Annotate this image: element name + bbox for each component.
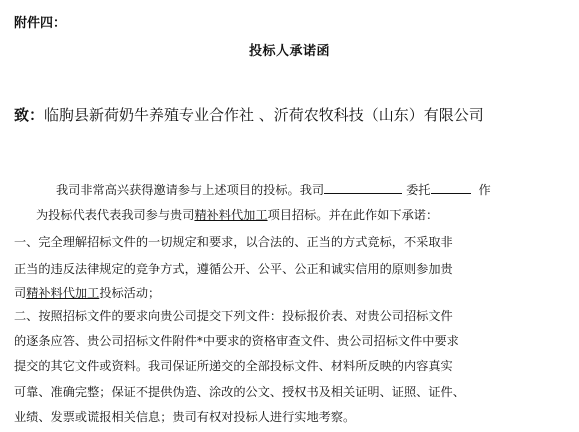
recipient-prefix: 致： xyxy=(14,106,45,124)
item2-line-3: 提交的其它文件或资料。我司保证所递交的全部投标文件、材料所反映的内容真实 xyxy=(14,359,453,373)
item1-line-2: 正当的违反法律规定的竞争方式，遵循公开、公平、公正和诚实信用的原则参加贵 xyxy=(14,262,453,276)
item1-line-1: 一、完全理解招标文件的一切规定和要求，以合法的、正当的方式竞标，不采取非 xyxy=(14,235,453,249)
project-name: 精补料代加工 xyxy=(194,208,268,222)
item2-line-4: 可靠、准确完整；保证不提供伪造、涂改的公文、授权书及相关证明、证照、证件、 xyxy=(14,385,465,399)
intro-text-2: 委托 xyxy=(406,183,431,197)
agent-blank xyxy=(324,180,402,194)
representative-blank xyxy=(431,180,471,194)
intro-line-1 xyxy=(56,180,491,198)
intro-text-1: 我司非常高兴获得邀请参与上述项目的投标。我司 xyxy=(56,183,325,197)
recipient-line xyxy=(14,104,484,125)
document-title: 投标人承诺函 xyxy=(248,44,330,59)
intro-line-2 xyxy=(36,207,438,223)
item2-line-5: 业绩、发票或谎报相关信息；贵司有权对投标人进行实地考察。 xyxy=(14,410,356,424)
intro-text-4: 为投标代表代表我司参与贵司 xyxy=(36,208,195,222)
item1-line-3 xyxy=(14,285,160,301)
item1-text-a: 司 xyxy=(14,286,27,300)
recipient-names: 临朐县新荷奶牛养殖专业合作社 、沂荷农牧科技（山东）有限公司 xyxy=(44,106,484,124)
attachment-label: 附件四： xyxy=(14,16,67,31)
item1-text-b: 投标活动； xyxy=(99,286,161,300)
item2-line-2: 的逐条应答、贵公司招标文件附件*中要求的资格审查文件、贵公司招标文件中要求 xyxy=(14,334,459,348)
item2-line-1: 二、按照招标文件的要求向贵公司提交下列文件：投标报价表、对贵公司招标文件 xyxy=(14,309,453,323)
project-name: 精补料代加工 xyxy=(26,286,100,300)
intro-text-3: 作 xyxy=(478,183,491,197)
intro-text-5: 项目招标。并在此作如下承诺： xyxy=(267,208,439,222)
